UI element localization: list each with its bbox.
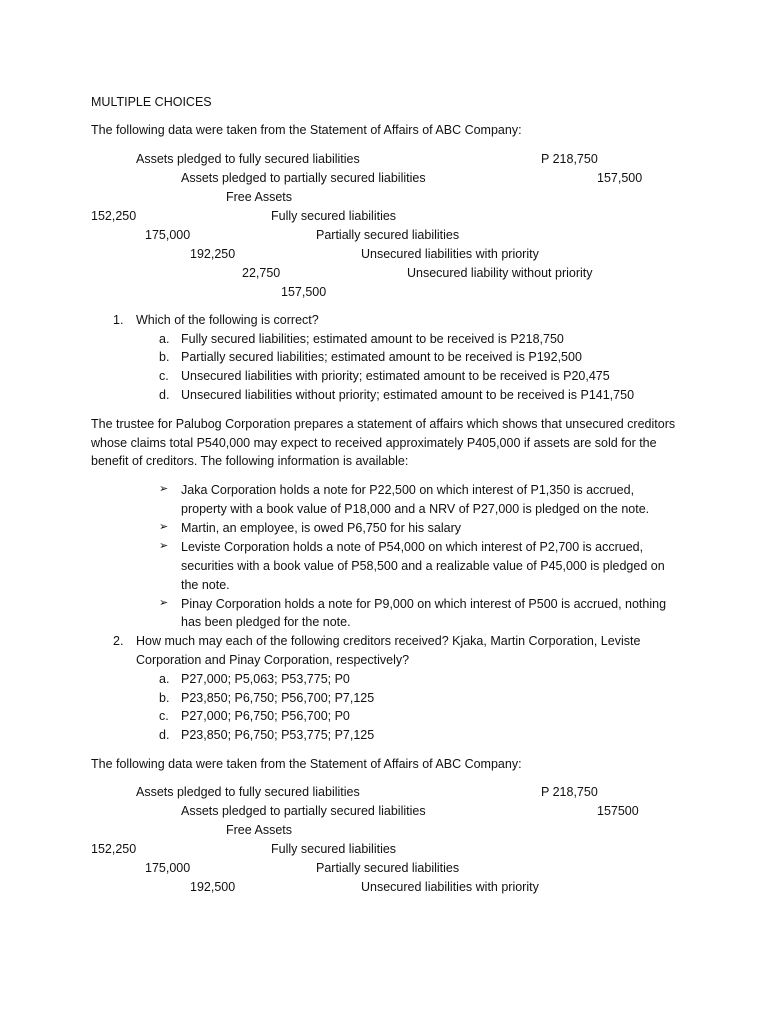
affairs-label: Fully secured liabilities [271, 842, 397, 856]
question-text: Which of the following is correct? [136, 313, 319, 327]
option-text: Unsecured liabilities without priority; estimated amount to be received is P141,750 [181, 388, 635, 402]
affairs-label: Assets pledged to fully secured liabilities [136, 785, 360, 799]
affairs-value: 152,250 [91, 842, 137, 856]
affairs-value: 22,750 [242, 266, 281, 280]
bullet-text: Pinay Corporation holds a note for P9,000 on which interest of P500 is accrued, nothing [181, 597, 667, 611]
intro-text: The following data were taken from the Statement of Affairs of ABC Company: [91, 757, 522, 771]
bullet-text: Martin, an employee, is owed P6,750 for his salary [181, 521, 461, 535]
option-text: P23,850; P6,750; P53,775; P7,125 [181, 728, 375, 742]
affairs-label: Assets pledged to fully secured liabilities [136, 152, 360, 166]
arrow-bullet-icon: ➢ [159, 597, 169, 609]
arrow-bullet-icon: ➢ [159, 540, 169, 552]
affairs-value: 157500 [597, 804, 639, 818]
affairs-label: Unsecured liability without priority [407, 266, 593, 280]
affairs-value: 175,000 [145, 228, 191, 242]
option-letter: b. [159, 691, 170, 705]
bullet-text: Leviste Corporation holds a note of P54,000 on which interest of P2,700 is accrued, [181, 540, 644, 554]
bullet-text: the note. [181, 578, 230, 592]
affairs-label: Fully secured liabilities [271, 209, 397, 223]
option-letter: d. [159, 728, 170, 742]
bullet-text: has been pledged for the note. [181, 615, 351, 629]
affairs-label: Unsecured liabilities with priority [361, 880, 539, 894]
affairs-label: Assets pledged to partially secured liabilities [181, 171, 426, 185]
affairs-value: 157,500 [281, 285, 327, 299]
intro-text: The following data were taken from the Statement of Affairs of ABC Company: [91, 123, 522, 137]
option-text: Fully secured liabilities; estimated amount to be received is P218,750 [181, 332, 564, 346]
bullet-text: property with a book value of P18,000 and a NRV of P27,000 is pledged on the note. [181, 502, 650, 516]
affairs-label: Partially secured liabilities [316, 861, 460, 875]
affairs-label: Unsecured liabilities with priority [361, 247, 539, 261]
option-text: P27,000; P5,063; P53,775; P0 [181, 672, 350, 686]
option-text: P23,850; P6,750; P56,700; P7,125 [181, 691, 375, 705]
section-heading: MULTIPLE CHOICES [91, 95, 212, 109]
option-letter: a. [159, 672, 170, 686]
affairs-label: Free Assets [226, 190, 292, 204]
affairs-value: 157,500 [597, 171, 643, 185]
affairs-label: Assets pledged to partially secured liabilities [181, 804, 426, 818]
option-text: P27,000; P6,750; P56,700; P0 [181, 709, 350, 723]
question-text: How much may each of the following creditors received? Kjaka, Martin Corporation, Leviste [136, 634, 641, 648]
option-letter: c. [159, 709, 169, 723]
option-letter: a. [159, 332, 170, 346]
affairs-value: P 218,750 [541, 785, 598, 799]
affairs-label: Free Assets [226, 823, 292, 837]
option-letter: d. [159, 388, 170, 402]
question-text: Corporation and Pinay Corporation, respectively? [136, 653, 410, 667]
arrow-bullet-icon: ➢ [159, 483, 169, 495]
affairs-value: 192,500 [190, 880, 236, 894]
affairs-value: 192,250 [190, 247, 236, 261]
option-text: Unsecured liabilities with priority; estimated amount to be received is P20,475 [181, 369, 610, 383]
affairs-value: 152,250 [91, 209, 137, 223]
bullet-text: Jaka Corporation holds a note for P22,500 on which interest of P1,350 is accrued, [181, 483, 635, 497]
option-letter: b. [159, 350, 170, 364]
problem-paragraph: The trustee for Palubog Corporation prepares a statement of affairs which shows that unsecured creditors whose claims total P540,000 may expect to received approximately P405,000 if assets are sold for the benefit of creditors. The following information is available: [91, 417, 676, 469]
arrow-bullet-icon: ➢ [159, 521, 169, 533]
affairs-value: 175,000 [145, 861, 191, 875]
question-number: 2. [113, 634, 124, 648]
bullet-text: securities with a book value of P58,500 and a realizable value of P45,000 is pledged on [181, 559, 665, 573]
question-number: 1. [113, 313, 124, 327]
option-text: Partially secured liabilities; estimated amount to be received is P192,500 [181, 350, 582, 364]
affairs-value: P 218,750 [541, 152, 598, 166]
affairs-label: Partially secured liabilities [316, 228, 460, 242]
option-letter: c. [159, 369, 169, 383]
